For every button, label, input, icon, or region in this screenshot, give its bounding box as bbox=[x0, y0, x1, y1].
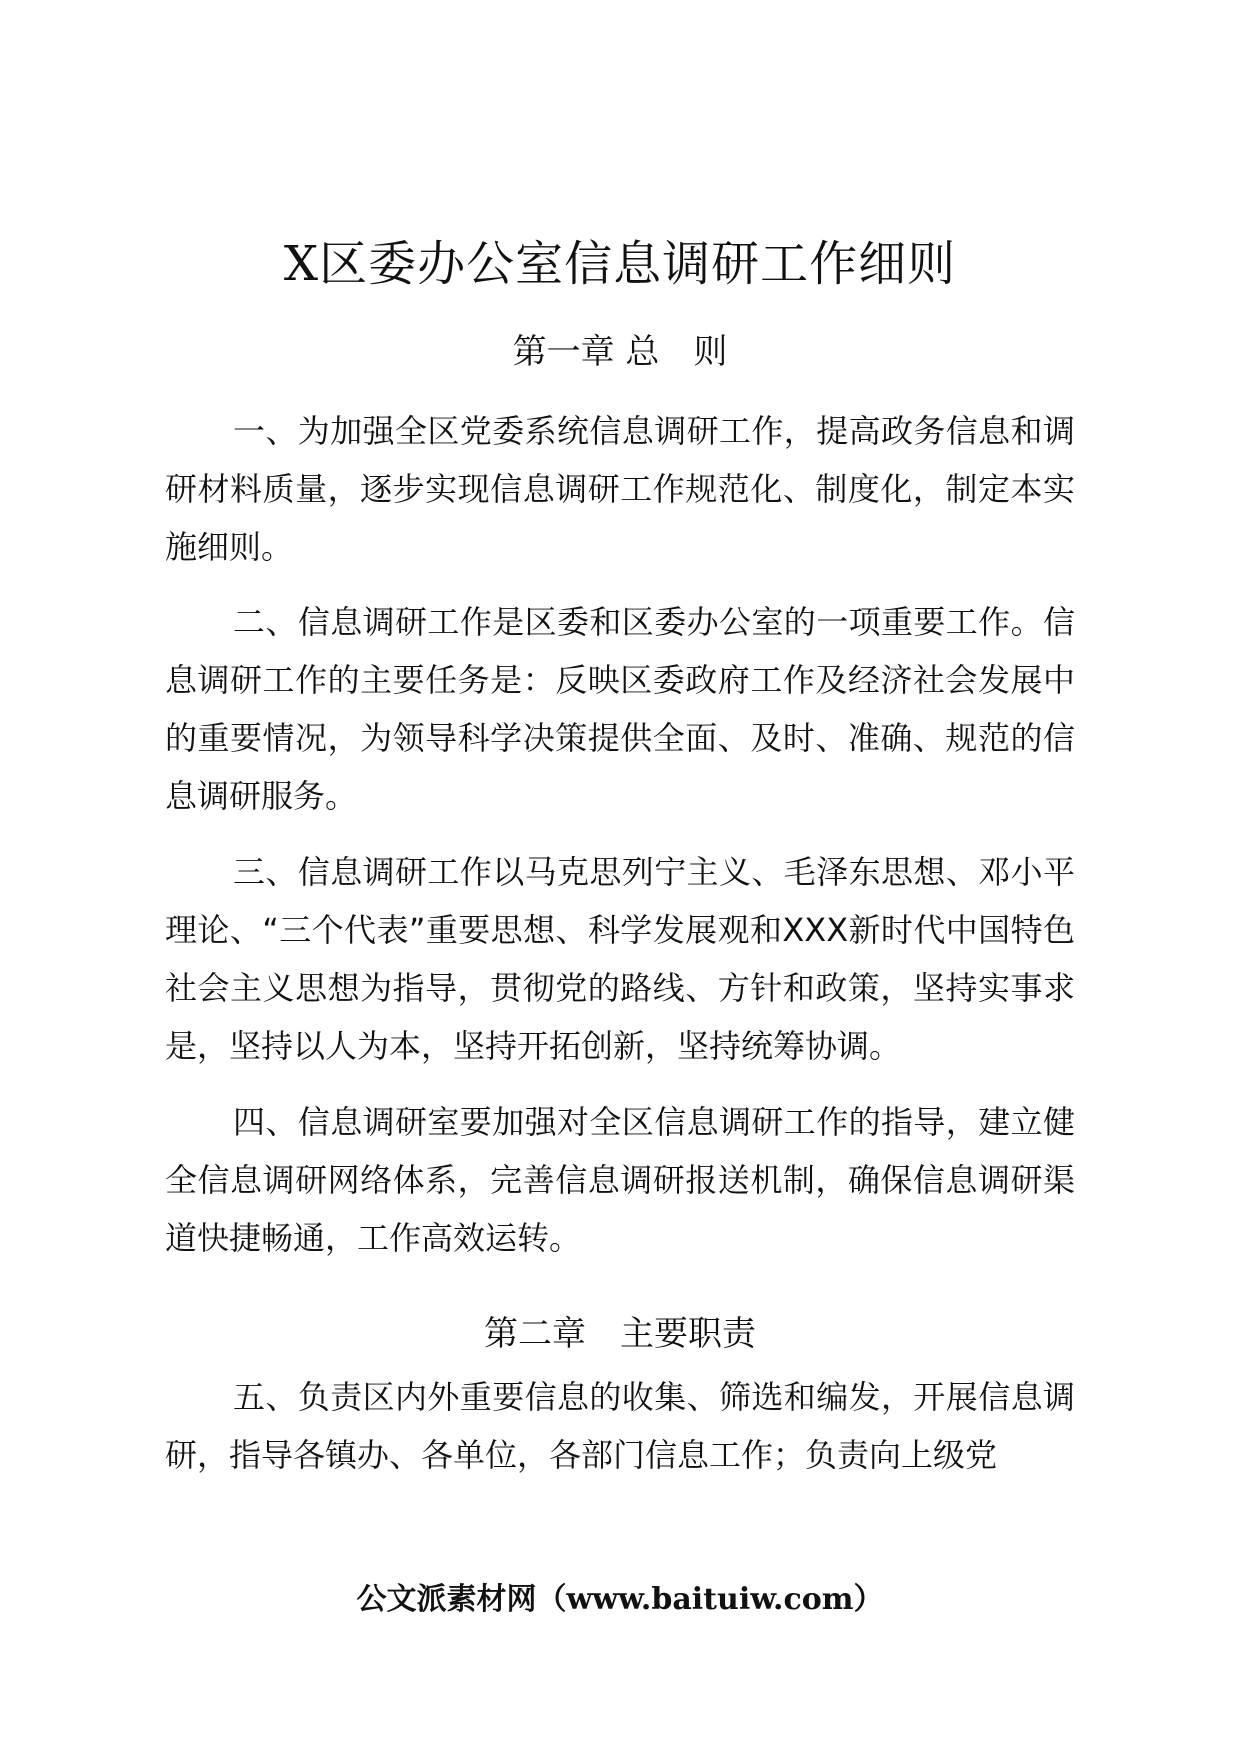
paragraph-4: 四、信息调研室要加强对全区信息调研工作的指导，建立健全信息调研网络体系，完善信息调研报送机制，确保信息调研渠道快捷畅通，工作高效运转。 bbox=[165, 1103, 1075, 1257]
document-title: X区委办公室信息调研工作细则 bbox=[283, 236, 957, 292]
page-footer-watermark: 公文派素材网（www.baituiw.com） bbox=[356, 1582, 884, 1617]
paragraph-1: 一、为加强全区党委系统信息调研工作，提高政务信息和调研材料质量，逐步实现信息调研工作规范化、制度化，制定本实施细则。 bbox=[165, 412, 1075, 566]
paragraph-3: 三、信息调研工作以马克思列宁主义、毛泽东思想、邓小平理论、“三个代表”重要思想、科学发展观和XXX新时代中国特色社会主义思想为指导，贯彻党的路线、方针和政策，坚持实事求是，坚持以人为本，坚持开拓创新，坚持统筹协调。 bbox=[165, 853, 1075, 1065]
chapter-heading-1: 第一章 总 则 bbox=[512, 332, 728, 372]
chapter-heading-2: 第二章 主要职责 bbox=[484, 1314, 756, 1354]
paragraph-5: 五、负责区内外重要信息的收集、筛选和编发，开展信息调研，指导各镇办、各单位，各部门信息工作；负责向上级党 bbox=[165, 1378, 1075, 1474]
paragraph-2: 二、信息调研工作是区委和区委办公室的一项重要工作。信息调研工作的主要任务是：反映区委政府工作及经济社会发展中的重要情况，为领导科学决策提供全面、及时、准确、规范的信息调研服务。 bbox=[165, 603, 1075, 815]
